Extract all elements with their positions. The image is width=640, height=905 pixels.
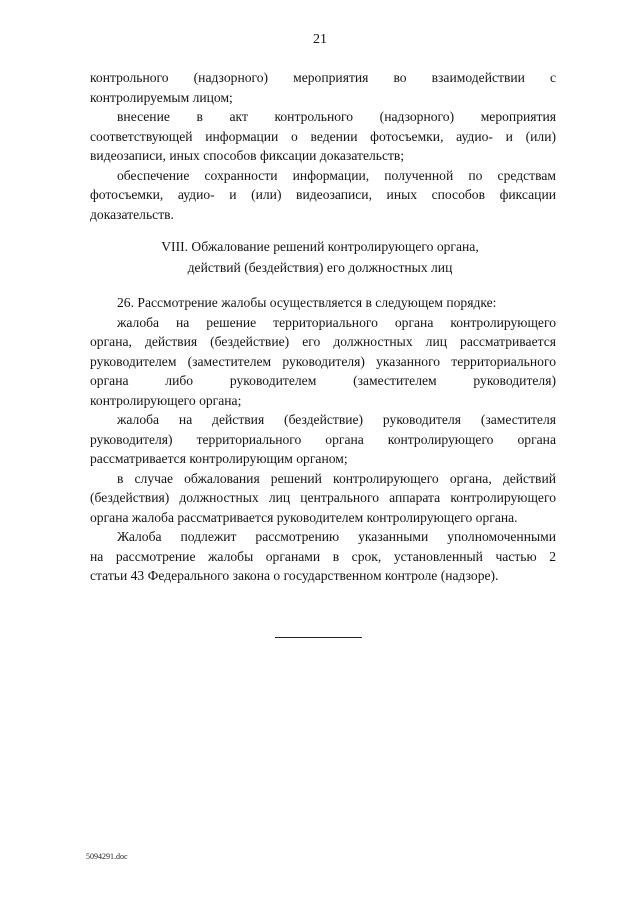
text-line: Жалоба подлежит рассмотрению указанными уполномоченными xyxy=(117,529,556,545)
text-line: соответствующей информации о ведении фотосъемки, аудио- и (или) xyxy=(90,128,556,144)
text-line: 26. Рассмотрение жалобы осуществляется в следующем порядке: xyxy=(117,295,497,311)
text-line: органа жалоба рассматривается руководителем контролирующего органа. xyxy=(90,509,518,525)
paragraph xyxy=(90,166,556,225)
footer-filename: 5094291.doc xyxy=(86,852,128,861)
paragraph xyxy=(90,107,556,166)
paragraph xyxy=(90,313,556,411)
page-number: 21 xyxy=(313,32,327,47)
paragraph xyxy=(90,68,556,107)
text-line: внесение в акт контрольного (надзорного) мероприятия xyxy=(117,109,556,124)
text-line: руководителя) территориального органа контролирующего органа xyxy=(90,431,556,447)
text-line: жалоба на решение территориального органа контролирующего xyxy=(117,314,556,330)
text-line: контрольного (надзорного) мероприятия во взаимодействии с xyxy=(90,70,556,85)
text-line: статьи 43 Федерального закона о государственном контроле (надзоре). xyxy=(90,568,499,584)
section-heading-line: действий (бездействия) его должностных лиц xyxy=(187,259,453,275)
text-line: на рассмотрение жалобы органами в срок, установленный частью 2 xyxy=(90,548,556,564)
paragraph xyxy=(90,410,556,469)
text-line: контролируемым лицом; xyxy=(90,89,233,105)
paragraph xyxy=(90,469,556,528)
text-line: доказательств. xyxy=(90,206,174,222)
text-line: контролирующего органа; xyxy=(90,392,242,408)
text-line: обеспечение сохранности информации, полученной по средствам xyxy=(117,167,556,183)
text-line: органа либо руководителем (заместителем руководителя) xyxy=(90,373,556,389)
text-line: органа, действия (бездействие) его должностных лиц рассматривается xyxy=(90,334,556,350)
paragraph xyxy=(90,527,556,586)
text-line: рассматривается контролирующим органом; xyxy=(90,451,348,467)
section-heading xyxy=(0,237,640,278)
section-heading-line: VIII. Обжалование решений контролирующего органа, xyxy=(161,239,479,254)
text-line: в случае обжалования решений контролирующего органа, действий xyxy=(117,470,556,486)
paragraph xyxy=(90,293,556,313)
text-line: жалоба на действия (бездействие) руководителя (заместителя xyxy=(117,412,556,428)
text-line: (бездействия) должностных лиц центрального аппарата контролирующего xyxy=(90,490,556,506)
end-separator-line xyxy=(275,637,362,638)
text-line: руководителем (заместителем руководителя) указанного территориального xyxy=(90,353,556,369)
text-block-main xyxy=(90,293,556,586)
text-line: видеозаписи, иных способов фиксации доказательств; xyxy=(90,148,405,163)
text-block-top xyxy=(90,68,556,224)
text-line: фотосъемки, аудио- и (или) видеозаписи, иных способов фиксации xyxy=(90,187,556,202)
